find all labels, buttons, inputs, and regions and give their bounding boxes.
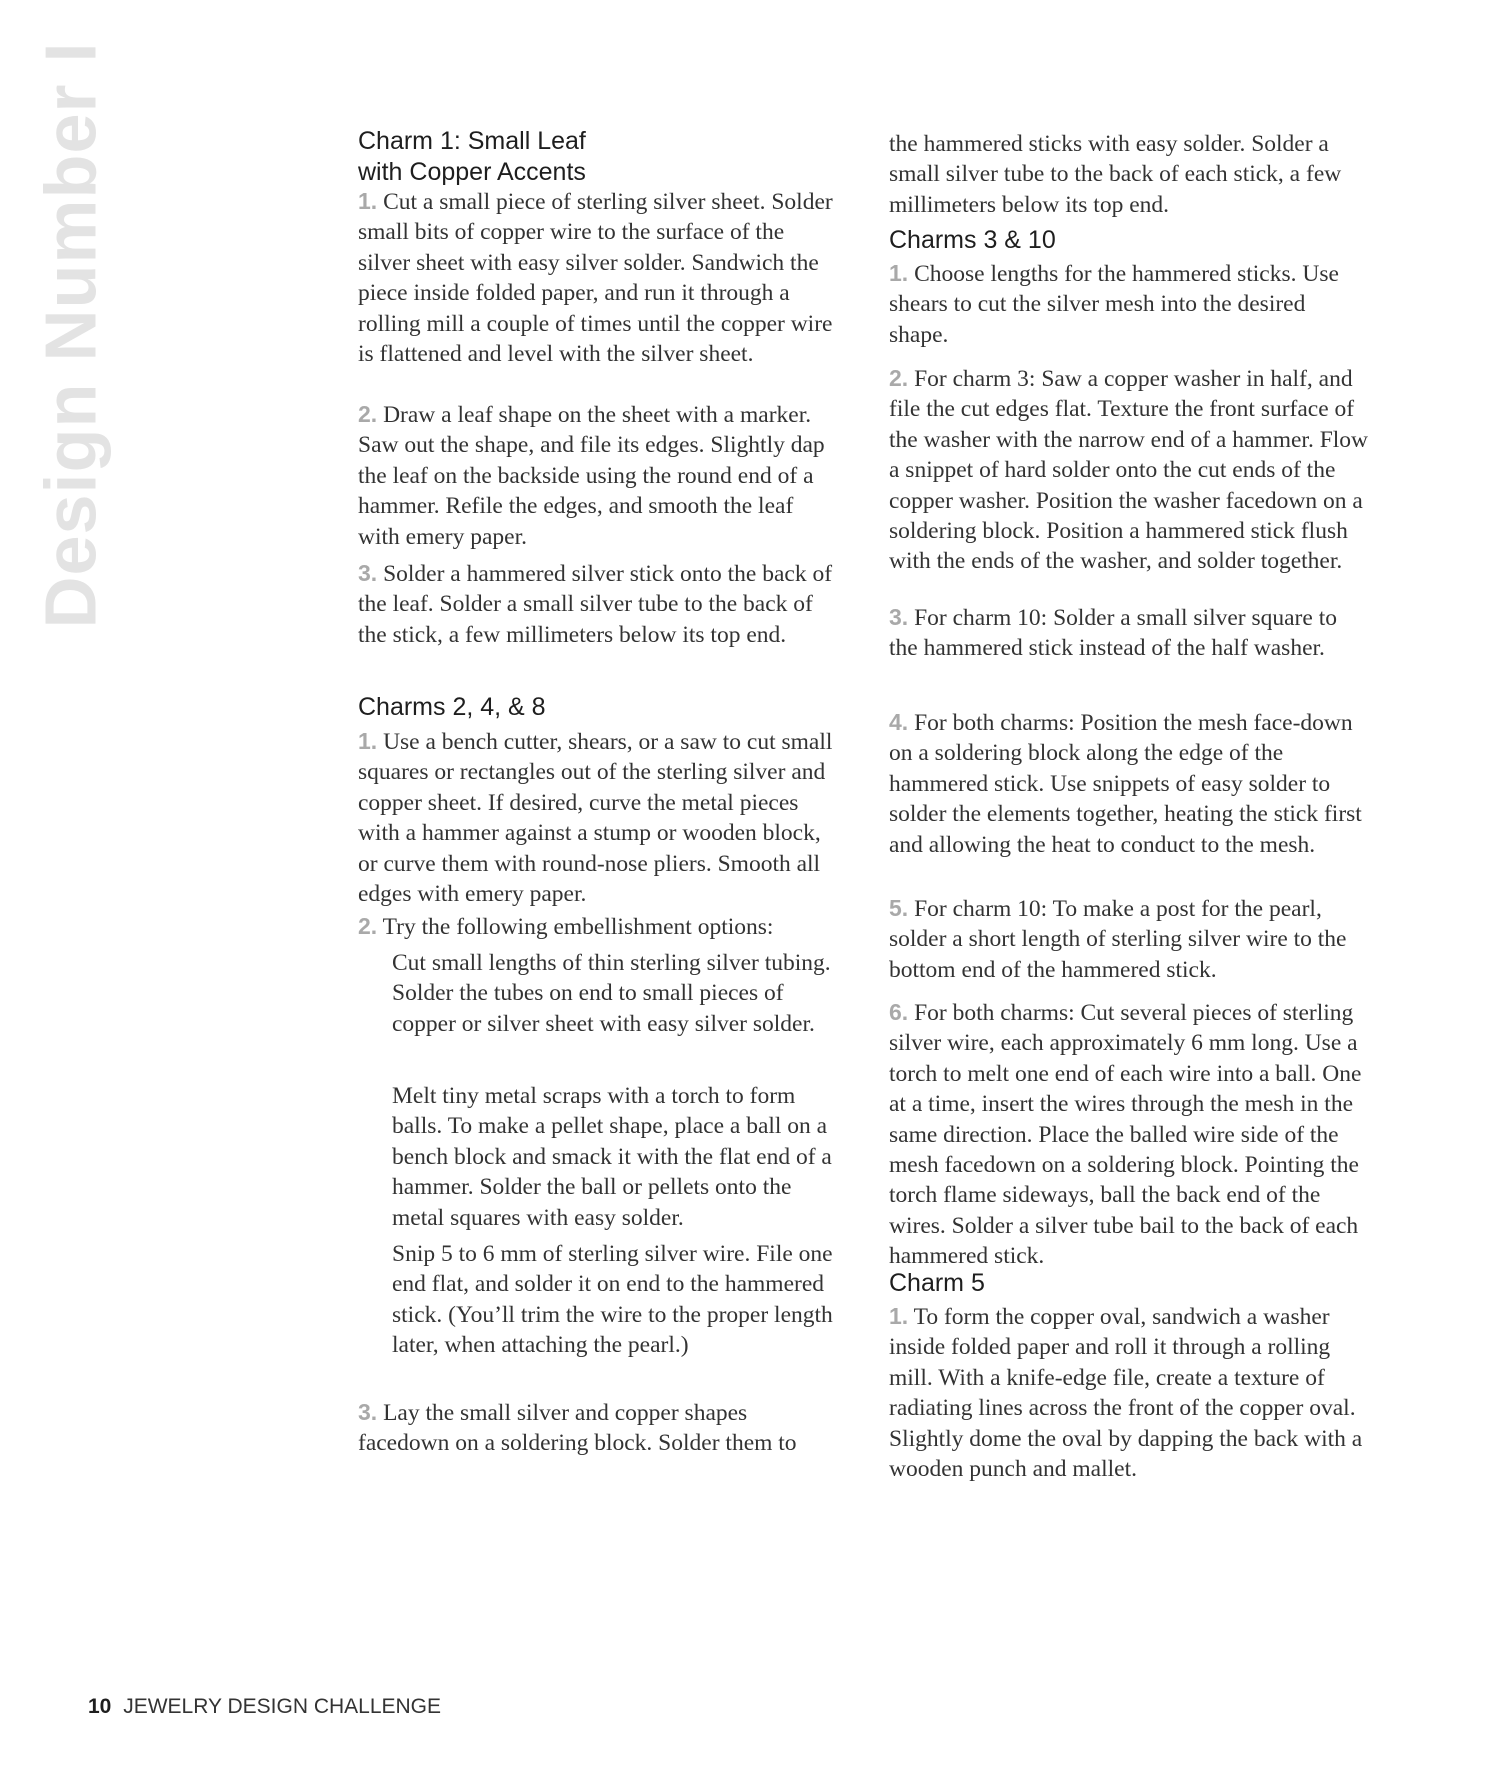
step-number: 6. — [889, 999, 909, 1025]
step-text: For charm 3: Saw a copper washer in half, and file the cut edges flat. Texture the front surface of the washer with the narrow end of a hammer. Flow a snippet of hard solder onto the cut ends of the copper washer. Position the washer facedown on a soldering block. Position a hammered stick flush with the ends of the washer, and solder together. — [889, 366, 1369, 575]
charms-2-4-8-step-3 — [358, 1397, 838, 1459]
step-number: 5. — [889, 895, 909, 921]
charms-2-4-8-heading: Charms 2, 4, & 8 — [358, 693, 546, 721]
step-text: For charm 10: To make a post for the pearl, solder a short length of sterling silver wire to the bottom end of the hammered stick. — [889, 896, 1347, 983]
side-section-label — [30, 41, 114, 629]
step-number: 1. — [889, 1303, 909, 1329]
charms-2-4-8-step-1 — [358, 726, 838, 909]
step-number: 3. — [358, 560, 378, 586]
step-number: 2. — [358, 913, 378, 939]
side-section-label-text: Design Number I — [32, 41, 113, 629]
step-number: 1. — [889, 260, 909, 286]
step-text: Choose lengths for the hammered sticks. Use shears to cut the silver mesh into the desired shape. — [889, 261, 1339, 348]
continued-paragraph: the hammered sticks with easy solder. Solder a small silver tube to the back of each stick, a few millimeters below its top end. — [889, 131, 1342, 218]
charm1-heading-line2: with Copper Accents — [358, 158, 586, 186]
charm1-heading — [358, 126, 838, 188]
step-text: For charm 10: Solder a small silver square to the hammered stick instead of the half washer. — [889, 605, 1337, 662]
step-text: Solder a hammered silver stick onto the back of the leaf. Solder a small silver tube to the back of the stick, a few millimeters below its top end. — [358, 561, 833, 648]
step-text: Cut a small piece of sterling silver sheet. Solder small bits of copper wire to the surface of the silver sheet with easy silver solder. Sandwich the piece inside folded paper, and run it through a rolling mill a couple of times until the copper wire is flattened and level with the silver sheet. — [358, 189, 833, 368]
charm1-heading-line1: Charm 1: Small Leaf — [358, 127, 586, 155]
charms-3-10-step-2 — [889, 363, 1369, 577]
step-number: 3. — [889, 604, 909, 630]
charms-3-10-step-6 — [889, 997, 1369, 1272]
embellishment-option-3: Snip 5 to 6 mm of sterling silver wire. File one end flat, and solder it on end to the hammered stick. (You’ll trim the wire to the proper length later, when attaching the pearl.) — [392, 1241, 833, 1359]
step-text: Try the following embellishment options: — [382, 914, 774, 940]
charms-3-10-step-3 — [889, 602, 1369, 664]
page-number: 10 — [88, 1695, 112, 1718]
charm1-step-2 — [358, 399, 838, 552]
step-text: For both charms: Position the mesh face-down on a soldering block along the edge of the hammered stick. Use snippets of easy solder to solder the elements together, heating the stick first and allowing the heat to conduct to the mesh. — [889, 710, 1362, 858]
charm1-step-1 — [358, 186, 838, 369]
step-number: 1. — [358, 728, 378, 754]
step-number: 2. — [358, 401, 378, 427]
step-text: Use a bench cutter, shears, or a saw to cut small squares or rectangles out of the sterling silver and copper sheet. If desired, curve the metal pieces with a hammer against a stump or wooden block, or curve them with round-nose pliers. Smooth all edges with emery paper. — [358, 729, 833, 908]
charms-2-4-8-step-2 — [358, 911, 838, 942]
charms-3-10-step-4 — [889, 707, 1369, 860]
step-number: 3. — [358, 1399, 378, 1425]
step-text: Draw a leaf shape on the sheet with a marker. Saw out the shape, and file its edges. Slightly dap the leaf on the backside using the round end of a hammer. Refile the edges, and smooth the leaf with emery paper. — [358, 402, 825, 550]
embellishment-option-1: Cut small lengths of thin sterling silver tubing. Solder the tubes on end to small pieces of copper or silver sheet with easy silver solder. — [392, 950, 831, 1037]
step-text: For both charms: Cut several pieces of sterling silver wire, each approximately 6 mm long. Use a torch to melt one end of each wire into a ball. One at a time, insert the wires through the mesh in the same direction. Place the balled wire side of the mesh facedown on a soldering block. Pointing the torch flame sideways, ball the back end of the wires. Solder a silver tube bail to the back of each hammered stick. — [889, 1000, 1362, 1270]
step-number: 1. — [358, 188, 378, 214]
charm1-step-3 — [358, 558, 838, 650]
step-text: To form the copper oval, sandwich a washer inside folded paper and roll it through a rolling mill. With a knife-edge file, create a texture of radiating lines across the front of the copper oval. Slightly dome the oval by dapping the back with a wooden punch and mallet. — [889, 1304, 1363, 1483]
page-footer — [88, 1695, 441, 1719]
charms-3-10-step-1 — [889, 258, 1369, 350]
charms-3-10-step-5 — [889, 893, 1369, 985]
charm5-step-1 — [889, 1301, 1369, 1484]
charm5-heading: Charm 5 — [889, 1269, 985, 1297]
step-number: 4. — [889, 709, 909, 735]
book-title: JEWELRY DESIGN CHALLENGE — [123, 1695, 442, 1718]
embellishment-option-2: Melt tiny metal scraps with a torch to form balls. To make a pellet shape, place a ball on a bench block and smack it with the flat end of a hammer. Solder the ball or pellets onto the metal squares with easy solder. — [392, 1083, 832, 1231]
step-text: Lay the small silver and copper shapes facedown on a soldering block. Solder them to — [358, 1400, 797, 1457]
step-number: 2. — [889, 365, 909, 391]
charms-3-10-heading: Charms 3 & 10 — [889, 226, 1056, 254]
